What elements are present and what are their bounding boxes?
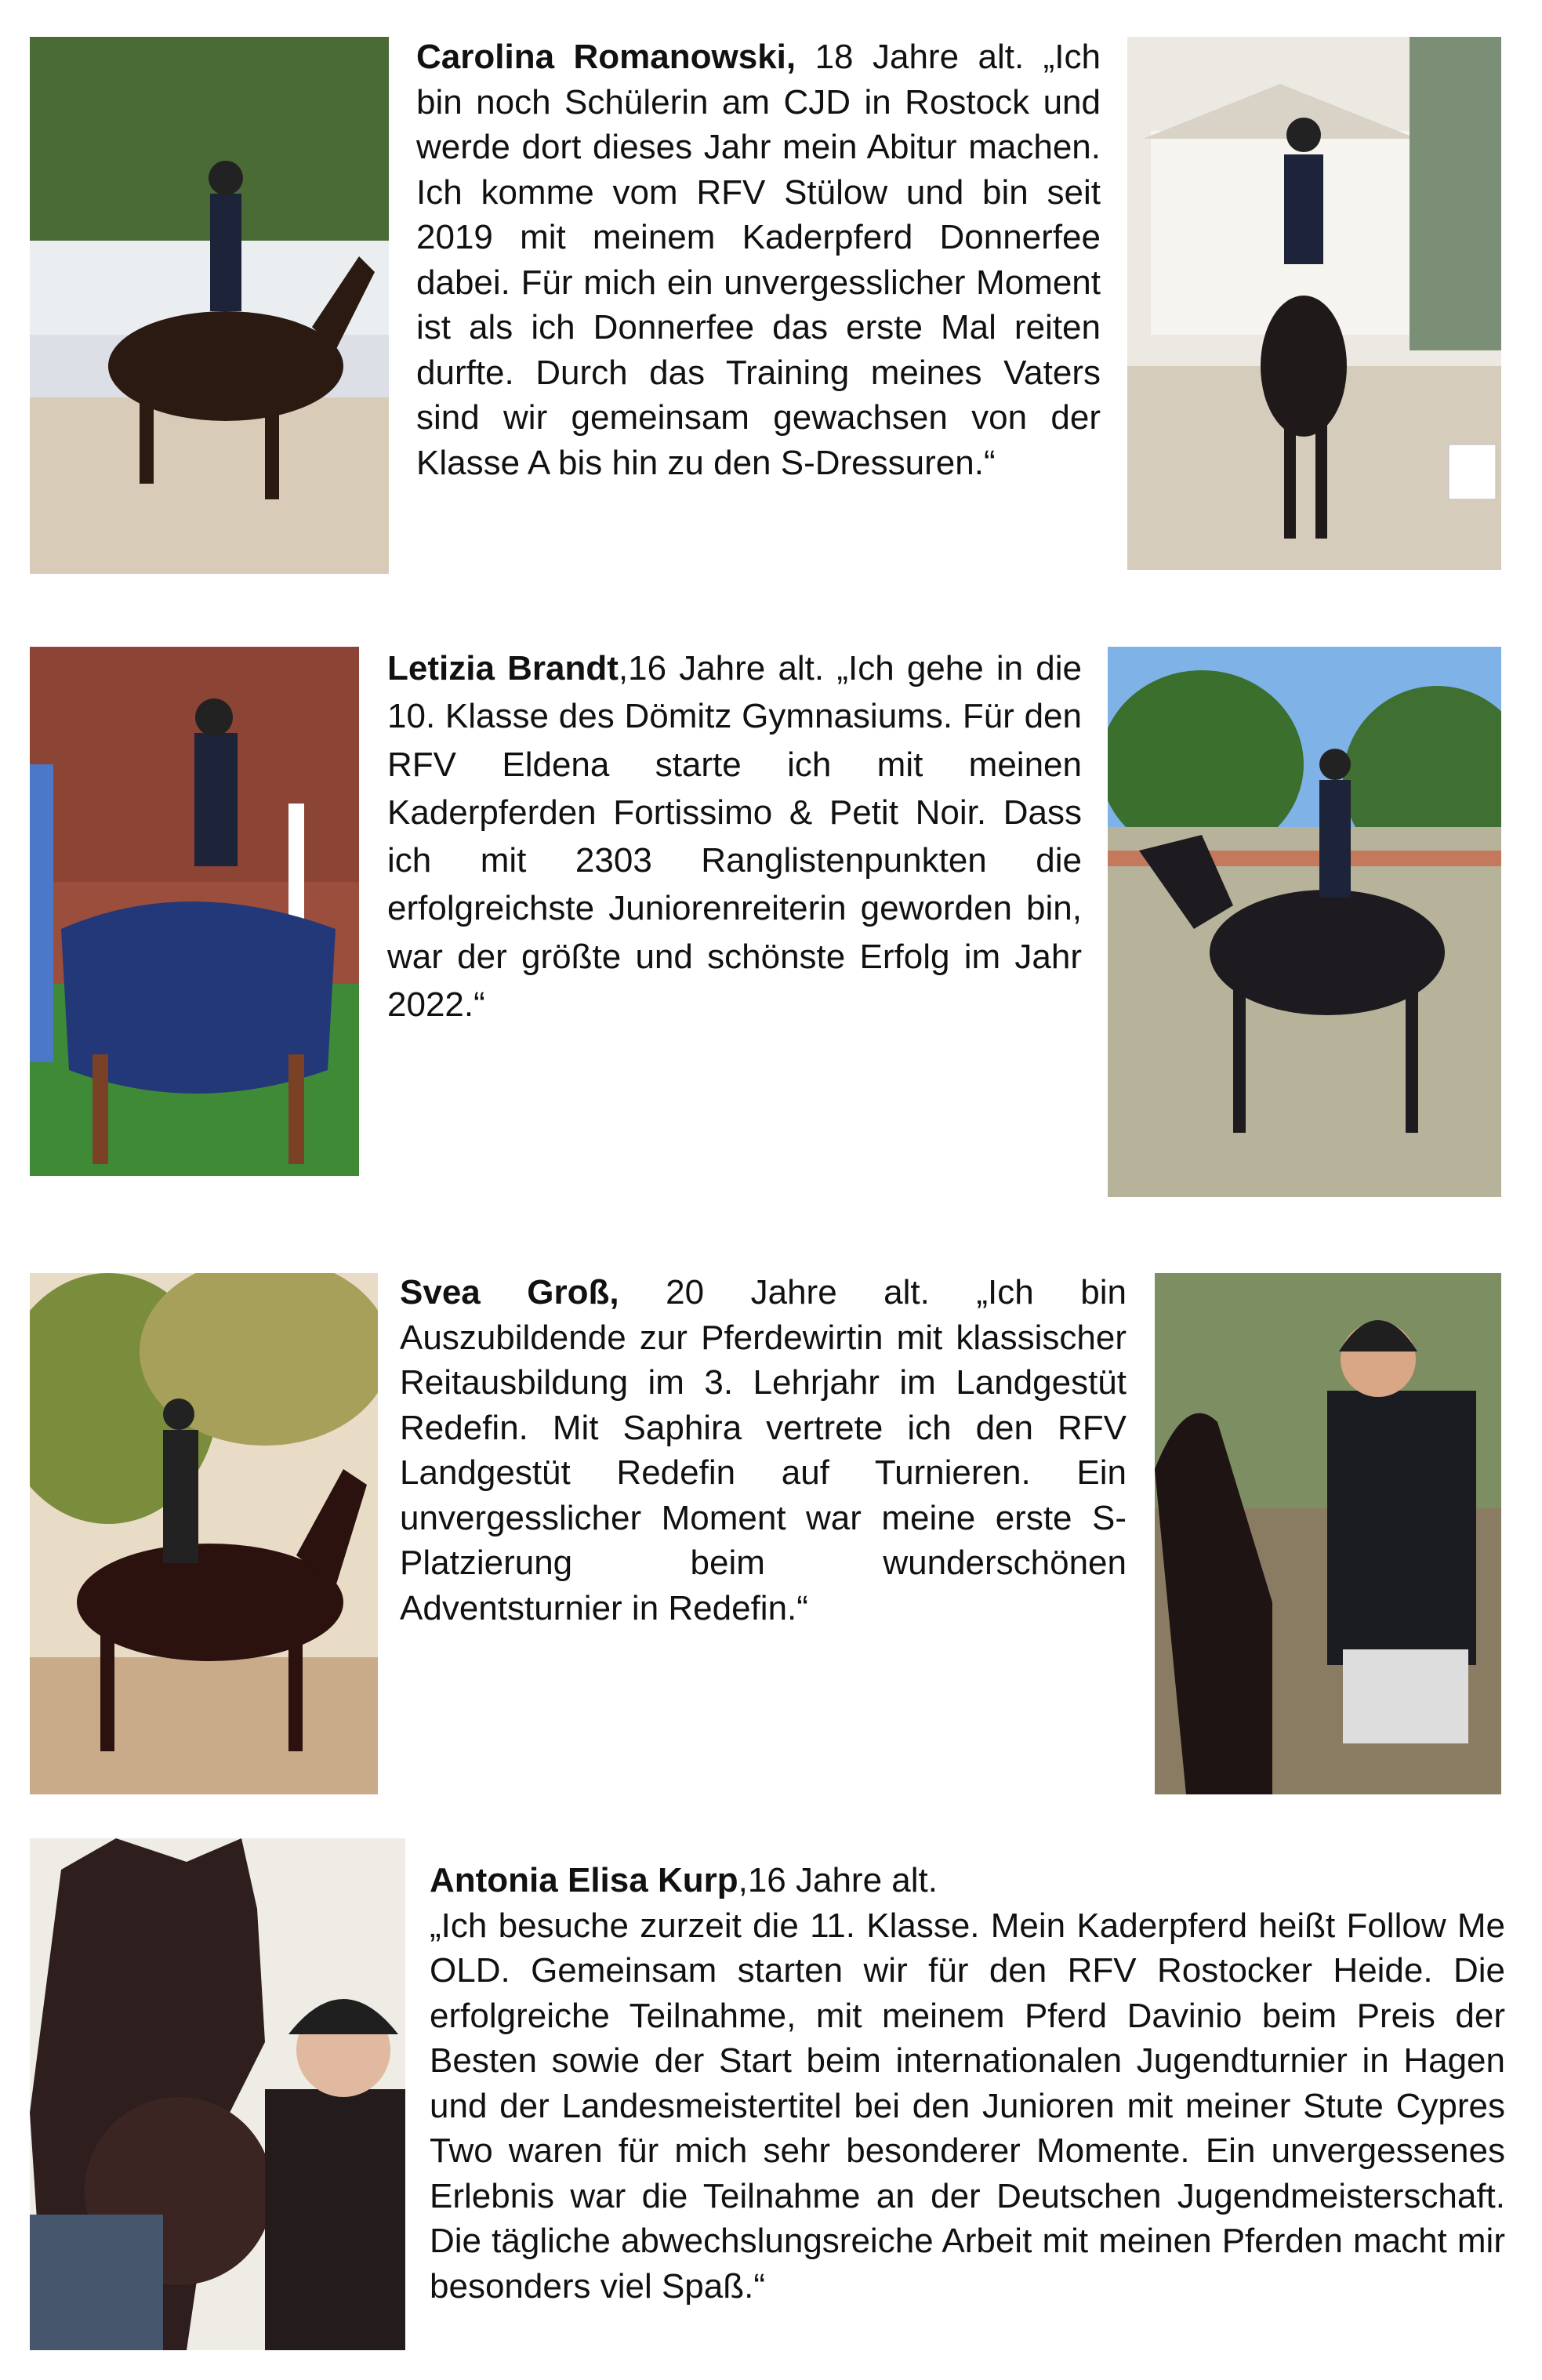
photo-letizia-right — [1108, 647, 1501, 1197]
profile-age: 20 Jahre alt. — [619, 1273, 977, 1312]
photo-antonia-left — [30, 1838, 405, 2350]
profile-quote: „Ich bin noch Schülerin am CJD in Rostock und werde dort dieses Jahr mein Abitur machen. Ich komme vom RFV Stülow und bin seit 2019 mit meinem Kaderpferd Donnerfee dabei. Für mich ein unvergesslicher Moment ist als ich Donnerfee das erste Mal reiten durfte. Durch das Training meines Vaters sind wir gemeinsam gewachsen von der Klasse A bis hin zu den S-Dressuren.“ — [416, 38, 1101, 482]
profile-text-antonia — [430, 1858, 1505, 2309]
profile-quote: „Ich bin Auszubildende zur Pferdewirtin mit klassischer Reitausbildung im 3. Lehrjahr im Landgestüt Redefin. Mit Saphira vertrete ich den RFV Landgestüt Redefin auf Turnieren. Ein unvergesslicher Moment war meine erste S-Platzierung beim wunderschönen Adventsturnier in Redefin.“ — [400, 1273, 1127, 1627]
photo-svea-left — [30, 1273, 378, 1794]
profile-text-svea — [400, 1270, 1127, 1631]
photo-letizia-left — [30, 647, 359, 1176]
profile-text-carolina — [416, 34, 1101, 485]
profile-quote: „Ich gehe in die 10. Klasse des Dömitz Gymnasiums. Für den RFV Eldena starte ich mit meinen Kaderpferden Fortissimo & Petit Noir. Dass ich mit 2303 Ranglistenpunkten die erfolgreichste Juniorenreiterin geworden bin, war der größte und schönste Erfolg im Jahr 2022.“ — [387, 649, 1083, 1025]
profile-name: Letizia Brandt — [387, 649, 619, 688]
profile-quote: „Ich besuche zurzeit die 11. Klasse. Mein Kaderpferd heißt Follow Me OLD. Gemeinsam starten wir für den RFV Rostocker Heide. Die erfolgreiche Teilnahme, mit meinem Pferd Davinio beim Preis der Besten sowie der Start beim internationalen Jugendturnier in Hagen und der Landesmeistertitel bei den Junioren mit meiner Stute Cypres Two waren für mich sehr besonderer Momente. Ein unvergessenes Erlebnis war die Teilnahme an der Deutschen Jugendmeisterschaft. Die tägliche abwechslungsreiche Arbeit mit meinen Pferden macht mir besonders viel Spaß.“ — [430, 1906, 1505, 2306]
profile-name: Carolina Romanowski, — [416, 38, 796, 76]
photo-carolina-left — [30, 37, 389, 574]
profile-age: 18 Jahre alt. — [796, 38, 1025, 76]
photo-carolina-right — [1127, 37, 1501, 570]
profile-name: Antonia Elisa Kurp — [430, 1861, 738, 1899]
profile-age: ,16 Jahre alt. — [738, 1861, 938, 1899]
photo-svea-right — [1155, 1273, 1501, 1794]
profile-text-letizia — [387, 644, 1082, 1029]
profile-name: Svea Groß, — [400, 1273, 619, 1312]
profile-age: ,16 Jahre alt. — [618, 649, 837, 688]
